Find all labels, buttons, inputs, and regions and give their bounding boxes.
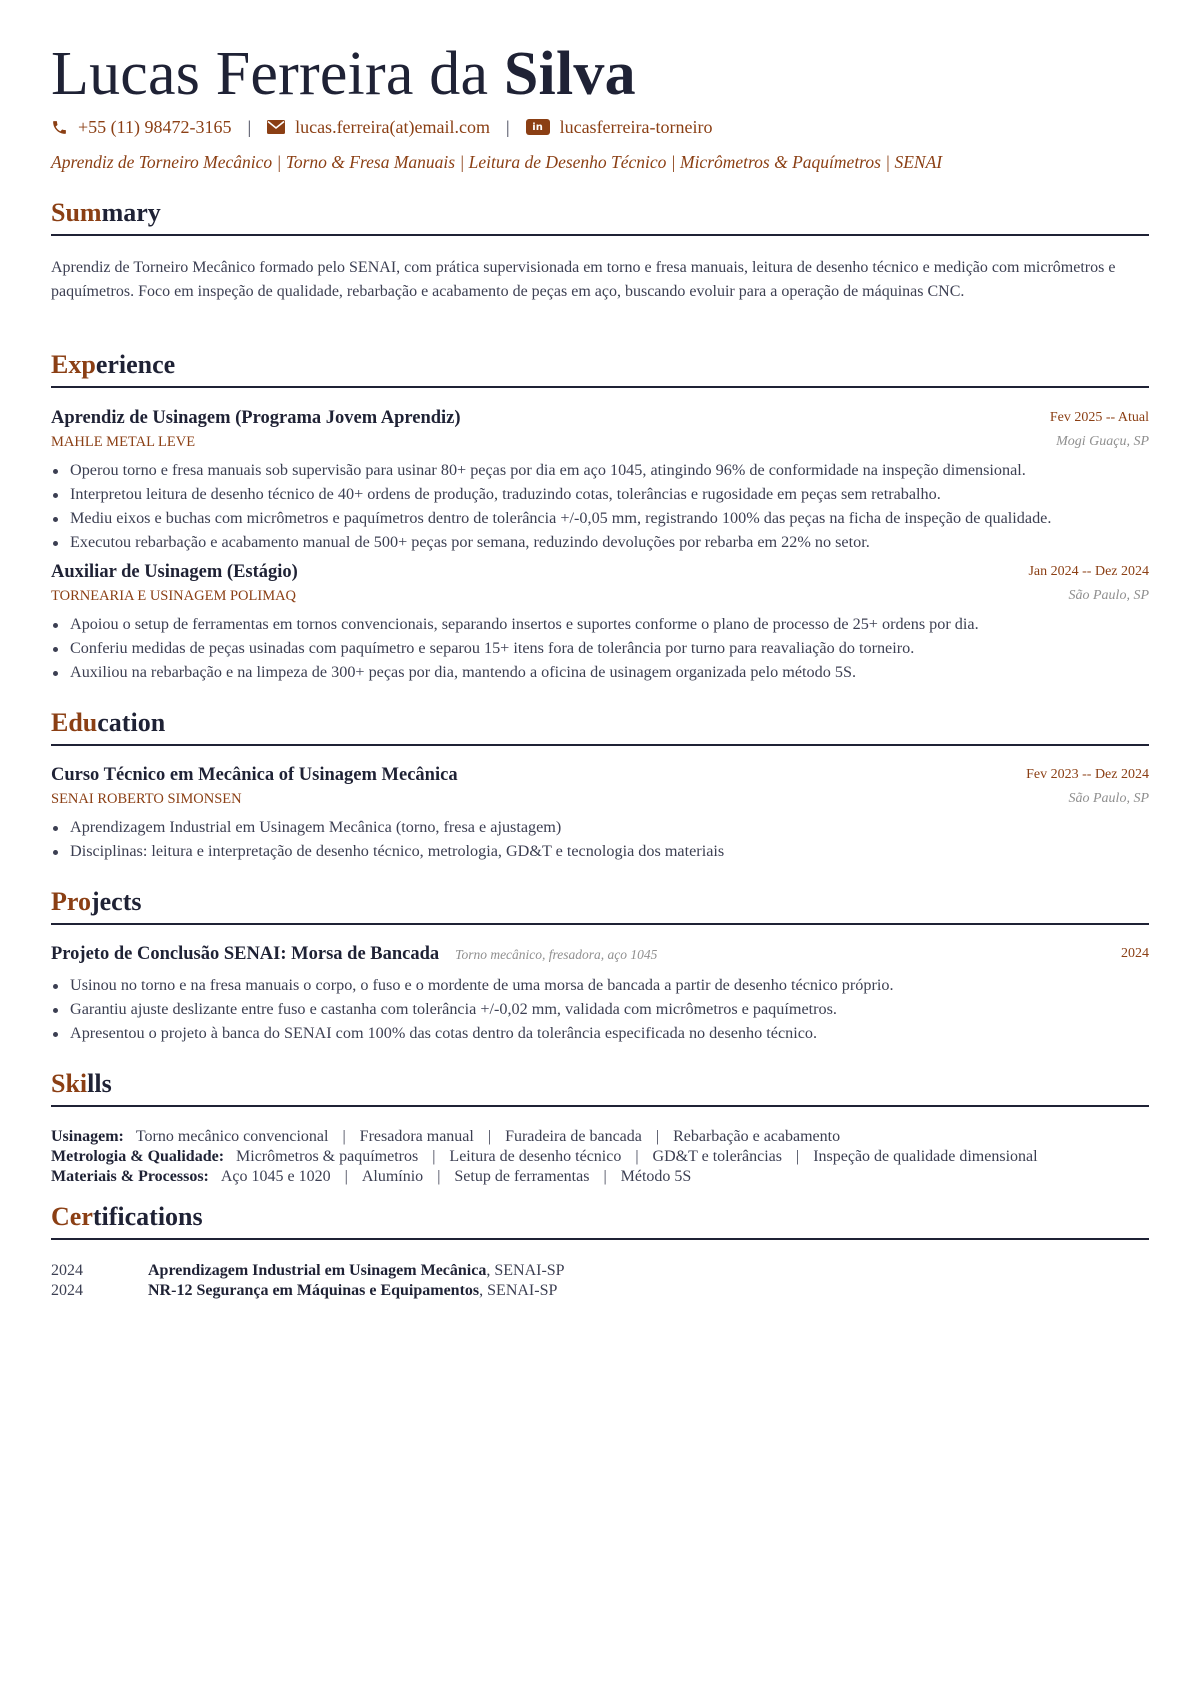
section-title-experience: Experience bbox=[51, 348, 1149, 388]
email-contact[interactable] bbox=[267, 117, 490, 138]
section-title-summary: Summary bbox=[51, 196, 1149, 236]
project-tools: Torno mecânico, fresadora, aço 1045 bbox=[455, 947, 658, 962]
certification-row bbox=[51, 1261, 565, 1281]
first-names: Lucas Ferreira da bbox=[51, 40, 489, 108]
job-dates: Jan 2024 -- Dez 2024 bbox=[1028, 564, 1149, 579]
list-item: Apresentou o projeto à banca do SENAI com 100% das cotas dentro da tolerância especificada no desenho técnico. bbox=[51, 1021, 1161, 1045]
job-title: Aprendiz de Usinagem (Programa Jovem Aprendiz) bbox=[51, 408, 461, 428]
company-name: MAHLE METAL LEVE bbox=[51, 434, 196, 450]
skill-category: Metrologia & Qualidade: bbox=[51, 1148, 225, 1165]
linkedin-contact[interactable] bbox=[526, 117, 713, 138]
list-item: Apoiou o setup de ferramentas em tornos convencionais, separando insertos e suportes conforme o plano de processo de 25+ ordens por dia. bbox=[51, 612, 1161, 636]
job-title: Auxiliar de Usinagem (Estágio) bbox=[51, 562, 298, 582]
list-item: Operou torno e fresa manuais sob supervisão para usinar 80+ peças por dia em aço 1045, atingindo 96% de conformidade na inspeção dimensional. bbox=[51, 458, 1161, 482]
contact-line bbox=[51, 114, 712, 140]
list-item: Auxiliou na rebarbação e na limpeza de 300+ peças por dia, mantendo a oficina de usinagem organizada pelo método 5S. bbox=[51, 660, 1161, 684]
summary-text: Aprendiz de Torneiro Mecânico formado pelo SENAI, com prática supervisionada em torno e fresa manuais, leitura de desenho técnico e medição com micrômetros e paquímetros. Foco em inspeção de qualidade, rebarbação e acabamento de peças em aço, buscando evoluir para a operação de máquinas CNC. bbox=[51, 259, 1116, 300]
list-item: Mediu eixos e buchas com micrômetros e paquímetros dentro de tolerância +/-0,05 mm, registrando 100% das peças na ficha de inspeção de qualidade. bbox=[51, 506, 1161, 530]
education-dates: Fev 2023 -- Dez 2024 bbox=[1026, 767, 1149, 782]
phone-contact[interactable] bbox=[51, 117, 231, 138]
list-item: Usinou no torno e na fresa manuais o corpo, o fuso e o mordente de uma morsa de bancada a partir de desenho técnico próprio. bbox=[51, 973, 1161, 997]
skill-row: Usinagem: Torno mecânico convencional | Fresadora manual | Furadeira de bancada | Rebarbação e acabamento bbox=[51, 1128, 841, 1145]
job-location: Mogi Guaçu, SP bbox=[1056, 434, 1149, 449]
education-bullets bbox=[51, 815, 1161, 863]
job-dates: Fev 2025 -- Atual bbox=[1049, 410, 1149, 425]
company-name: TORNEARIA E USINAGEM POLIMAQ bbox=[51, 588, 297, 604]
cert-issuer: , SENAI-SP bbox=[486, 1262, 565, 1279]
last-name: Silva bbox=[503, 40, 636, 108]
candidate-name bbox=[51, 36, 636, 112]
section-title-certifications: Certifications bbox=[51, 1200, 1149, 1240]
phone-icon bbox=[51, 119, 68, 136]
cert-year: 2024 bbox=[51, 1282, 83, 1299]
education-location: São Paulo, SP bbox=[1068, 791, 1149, 806]
section-title-skills: Skills bbox=[51, 1067, 1149, 1107]
project-title bbox=[51, 944, 657, 965]
project-name: Projeto de Conclusão SENAI: Morsa de Bancada bbox=[51, 944, 440, 964]
skill-category: Usinagem: bbox=[51, 1128, 124, 1145]
cert-title: Aprendizagem Industrial em Usinagem Mecânica bbox=[148, 1262, 487, 1279]
email-icon bbox=[267, 120, 285, 134]
school-name: SENAI ROBERTO SIMONSEN bbox=[51, 791, 242, 807]
certification-row bbox=[51, 1281, 557, 1301]
job-bullets bbox=[51, 612, 1161, 684]
contact-separator: | bbox=[505, 116, 510, 137]
project-year: 2024 bbox=[1121, 946, 1149, 961]
list-item: Aprendizagem Industrial em Usinagem Mecânica (torno, fresa e ajustagem) bbox=[51, 815, 1161, 839]
linkedin-icon: in bbox=[526, 119, 550, 135]
cert-title: NR-12 Segurança em Máquinas e Equipamentos bbox=[148, 1282, 480, 1299]
skill-category: Materiais & Processos: bbox=[51, 1168, 209, 1185]
job-bullets bbox=[51, 458, 1161, 554]
cert-year: 2024 bbox=[51, 1262, 83, 1279]
project-bullets bbox=[51, 973, 1161, 1045]
list-item: Executou rebarbação e acabamento manual de 500+ peças por semana, reduzindo devoluções por rebarba em 22% no setor. bbox=[51, 530, 1161, 554]
phone-text: +55 (11) 98472-3165 bbox=[78, 116, 232, 137]
list-item: Disciplinas: leitura e interpretação de desenho técnico, metrologia, GD&T e tecnologia dos materiais bbox=[51, 839, 1161, 863]
degree-title: Curso Técnico em Mecânica of Usinagem Mecânica bbox=[51, 765, 458, 785]
section-title-education: Education bbox=[51, 706, 1149, 746]
list-item: Interpretou leitura de desenho técnico de 40+ ordens de produção, traduzindo cotas, tolerâncias e rugosidade em peças sem retrabalho. bbox=[51, 482, 1161, 506]
email-text: lucas.ferreira(at)email.com bbox=[295, 116, 490, 137]
headline-tagline: Aprendiz de Torneiro Mecânico | Torno & Fresa Manuais | Leitura de Desenho Técnico | Micrômetros & Paquímetros | SENAI bbox=[51, 152, 943, 172]
skill-row: Materiais & Processos: Aço 1045 e 1020 | Alumínio | Setup de ferramentas | Método 5S bbox=[51, 1168, 692, 1185]
skill-row: Metrologia & Qualidade: Micrômetros & paquímetros | Leitura de desenho técnico | GD&T e tolerâncias | Inspeção de qualidade dimensional bbox=[51, 1148, 1038, 1165]
linkedin-text: lucasferreira-torneiro bbox=[559, 116, 713, 137]
section-title-projects: Projects bbox=[51, 885, 1149, 925]
cert-issuer: , SENAI-SP bbox=[479, 1282, 558, 1299]
job-location: São Paulo, SP bbox=[1068, 588, 1149, 603]
list-item: Conferiu medidas de peças usinadas com paquímetro e separou 15+ itens fora de tolerância por turno para reavaliação do torneiro. bbox=[51, 636, 1161, 660]
list-item: Garantiu ajuste deslizante entre fuso e castanha com tolerância +/-0,02 mm, validada com micrômetros e paquímetros. bbox=[51, 997, 1161, 1021]
contact-separator: | bbox=[247, 116, 252, 137]
